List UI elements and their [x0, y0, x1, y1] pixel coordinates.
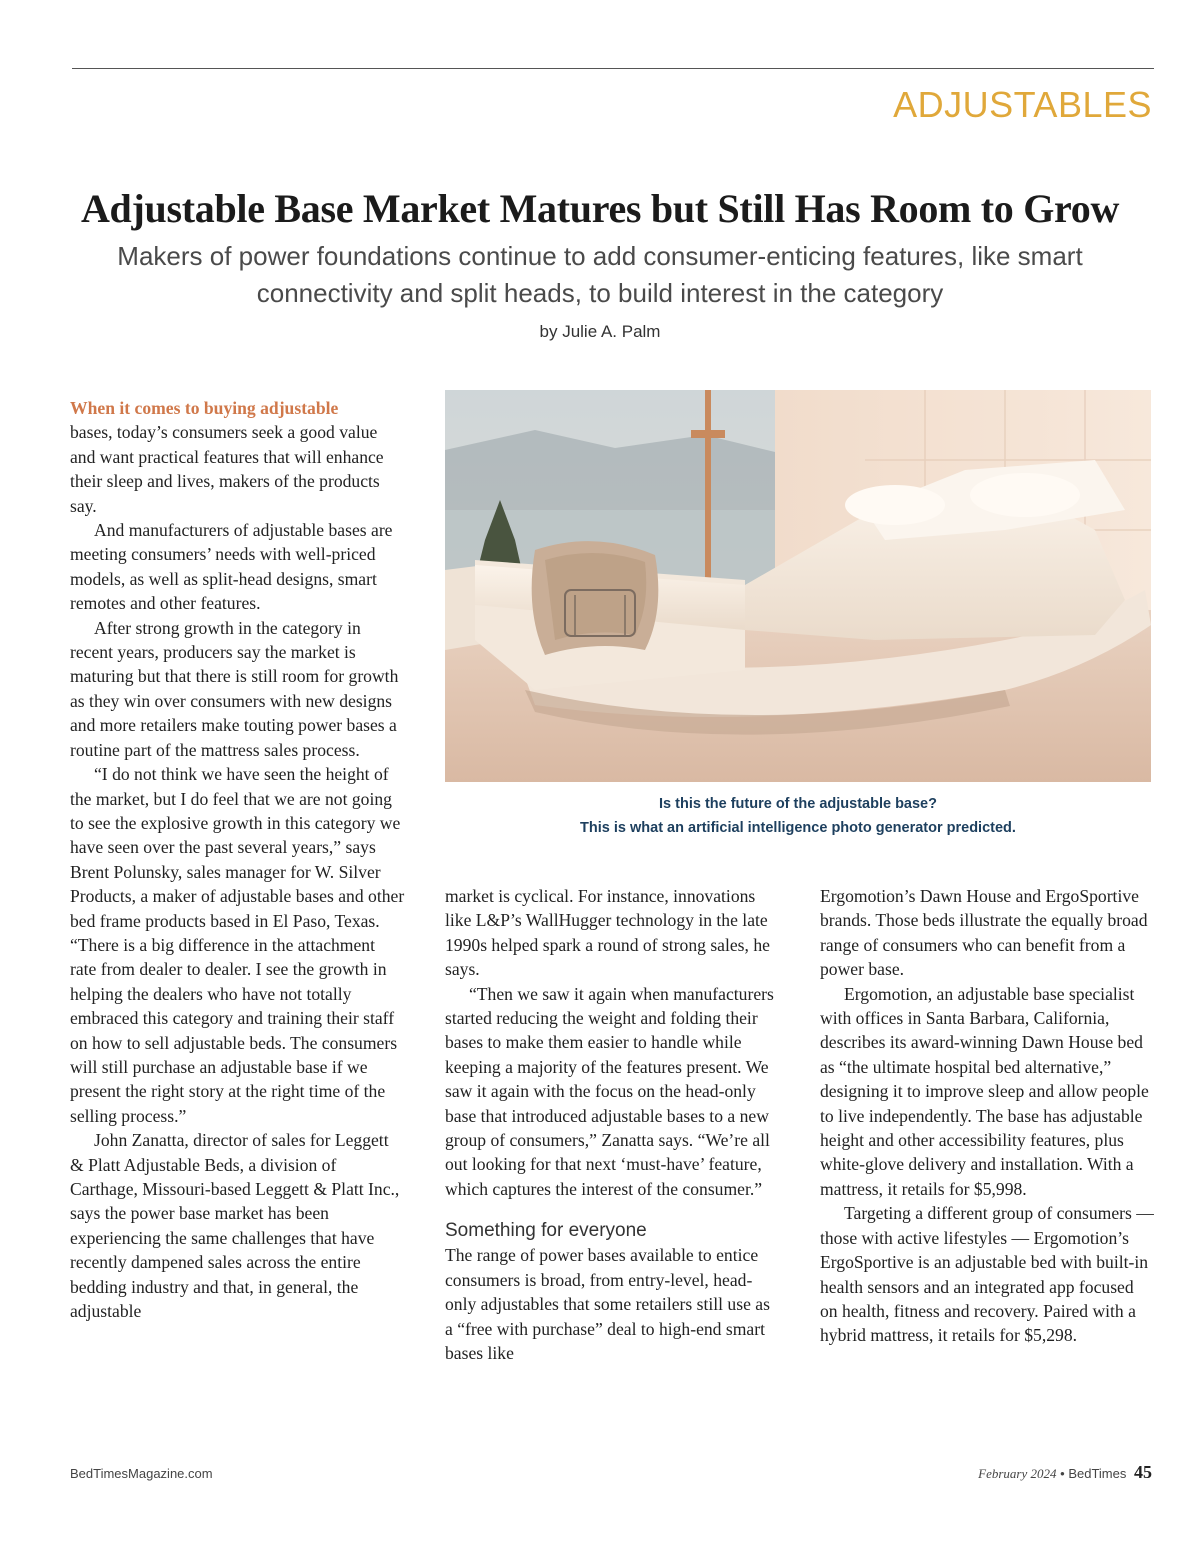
caption-line: This is what an artificial intelligence photo generator predicted.: [580, 820, 1016, 836]
folio-separator: •: [1060, 1466, 1065, 1481]
article-column-3: [820, 884, 1155, 1348]
lead-in: When it comes to buying adjustable: [70, 398, 339, 418]
paragraph: market is cyclical. For instance, innovations like L&P’s WallHugger technology in the late 1990s helped spark a round of strong sales, he says.: [445, 886, 770, 980]
paragraph-text: bases, today’s consumers seek a good value and want practical features that will enhance their sleep and lives, makers of the products say.: [70, 422, 384, 516]
caption-line: Is this the future of the adjustable base?: [659, 796, 937, 812]
photo-caption: [445, 792, 1151, 840]
paragraph: [70, 396, 405, 518]
footer-website: BedTimesMagazine.com: [70, 1466, 213, 1481]
bed-photo: [445, 390, 1151, 782]
article-column-2: [445, 884, 780, 1365]
headline: Adjustable Base Market Matures but Still Has Room to Grow: [80, 186, 1120, 231]
paragraph: John Zanatta, director of sales for Leggett & Platt Adjustable Beds, a division of Carthage, Missouri-based Leggett & Platt Inc., says the power base market has been experiencing the same challenges that have recently dampened sales across the entire bedding industry and that, in general, the adjustable: [70, 1130, 400, 1322]
issue-date: February 2024: [978, 1466, 1057, 1481]
paragraph: Ergomotion, an adjustable base specialist with offices in Santa Barbara, California, describes its award-winning Dawn House bed as “the ultimate hospital bed alternative,” designing it to improve sleep and allow people to live independently. The base has adjustable height and other accessibility features, plus white-glove delivery and installation. With a mattress, it retails for $5,998.: [820, 983, 1149, 1199]
paragraph: After strong growth in the category in recent years, producers say the market is maturing but that there is still room for growth as they win over consumers with new designs and more retailers make touting power bases a routine part of the mattress sales process.: [70, 617, 399, 760]
paragraph: “I do not think we have seen the height of the market, but I do feel that we are not going to see the explosive growth in this category we have seen over the past several years,” says Brent Polunsky, sales manager for W. Silver Products, a maker of adjustable bases and other bed frame products based in El Paso, Texas. “There is a big difference in the attachment rate from dealer to dealer. I see the growth in helping the dealers who have not totally embraced this category and training their staff on how to sell adjustable beds. The consumers will still purchase an adjustable base if we present the right story at the right time of the selling process.”: [70, 764, 405, 1126]
publication-name: BedTimes: [1068, 1466, 1127, 1481]
subhead: Something for everyone: [445, 1220, 647, 1242]
paragraph: “Then we saw it again when manufacturers started reducing the weight and folding their bases to make them easier to handle while keeping a majority of the features present. We saw it again with the focus on the head-only base that introduced adjustable bases to a new group of consumers,” Zanatta says. “We’re all out looking for that next ‘must-have’ feature, which captures the interest of the consumer.”: [445, 983, 774, 1199]
page-number: 45: [1134, 1462, 1152, 1482]
dek-subtitle: Makers of power foundations continue to add consumer-enticing features, like smart connectivity and split heads, to build interest in the category: [117, 241, 1083, 308]
header-rule: [72, 68, 1154, 69]
paragraph: And manufacturers of adjustable bases are meeting consumers’ needs with well-priced models, as well as split-head designs, smart remotes and other features.: [70, 520, 393, 614]
paragraph: The range of power bases available to entice consumers is broad, from entry-level, head-only adjustables that some retailers still use as a “free with purchase” deal to high-end smart bases like: [445, 1245, 770, 1363]
section-tag: ADJUSTABLES: [893, 84, 1152, 125]
byline: by Julie A. Palm: [539, 322, 661, 341]
paragraph: Ergomotion’s Dawn House and ErgoSportive brands. Those beds illustrate the equally broad range of consumers who can benefit from a power base.: [820, 886, 1148, 980]
footer-folio: [978, 1462, 1152, 1483]
article-column-1: [70, 396, 405, 1323]
paragraph: Targeting a different group of consumers — those with active lifestyles — Ergomotion’s ErgoSportive is an adjustable bed with built-in health sensors and an integrated app focused on health, fitness and recovery. Paired with a hybrid mattress, it retails for $5,298.: [820, 1203, 1154, 1346]
